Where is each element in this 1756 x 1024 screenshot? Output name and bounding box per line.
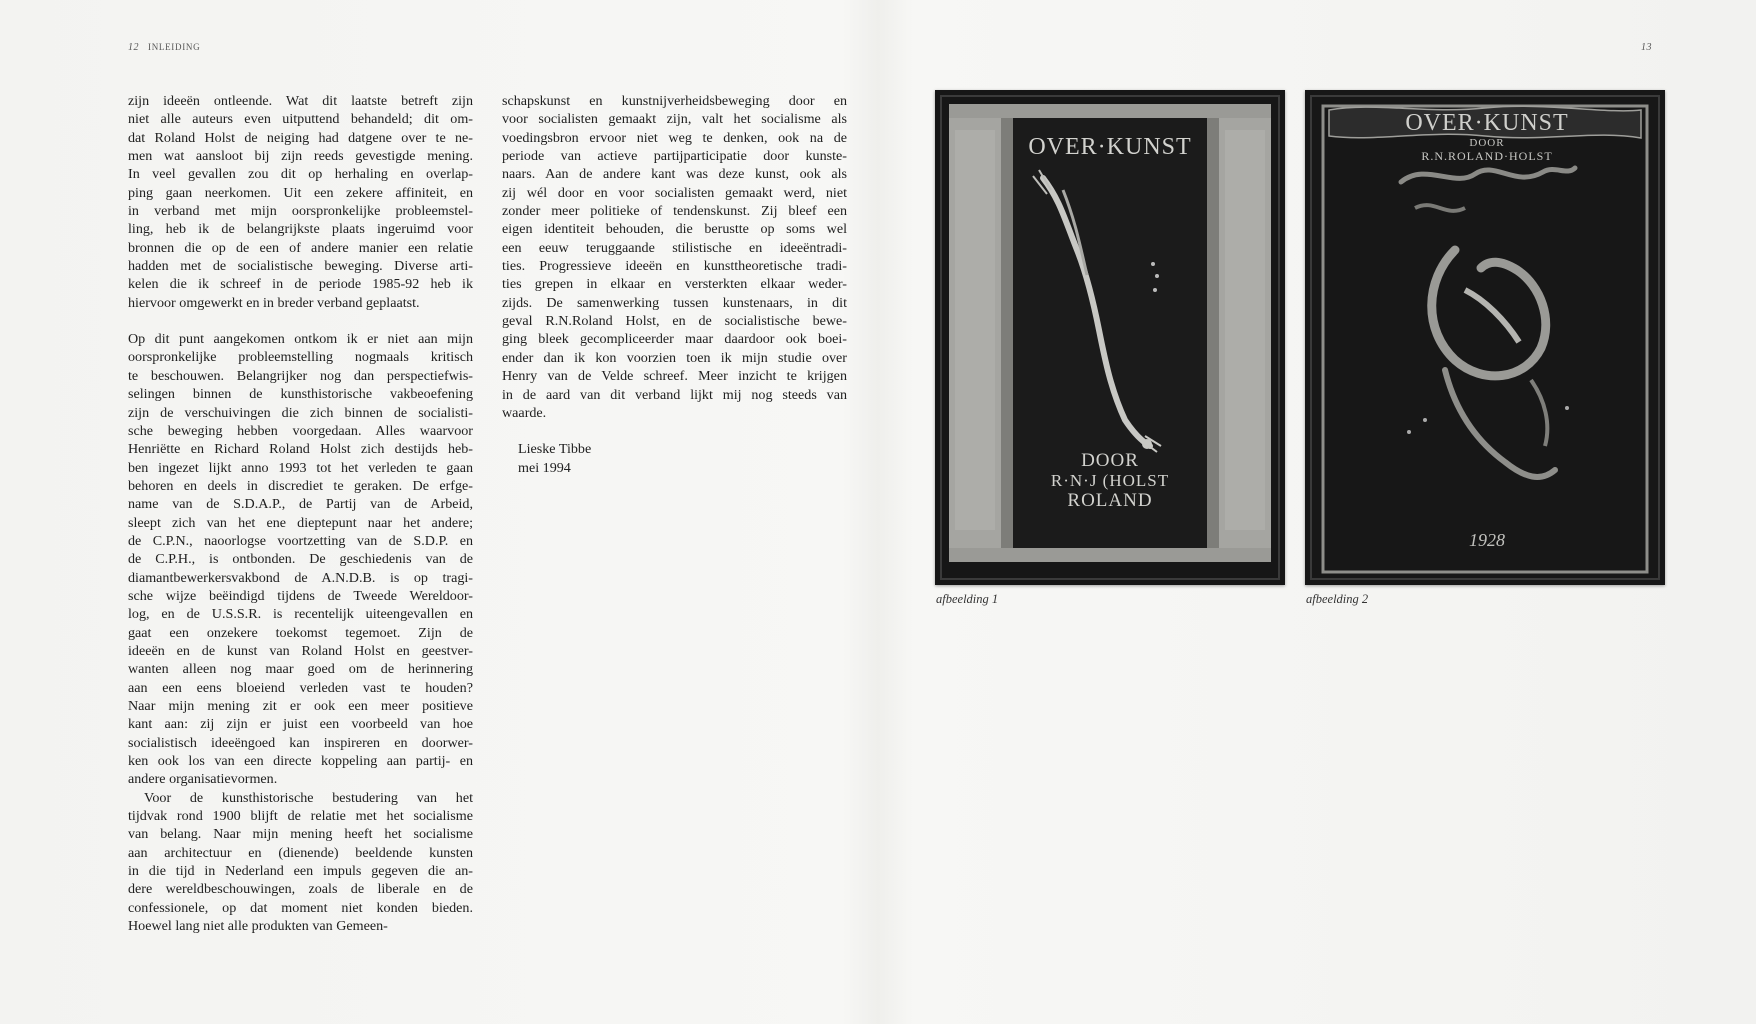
paragraph [128,330,473,789]
text-line: hadden met de socialistische beweging. Diverse arti- [128,258,473,275]
text-line: Henriëtte en Richard Roland Holst zich destijds heb- [128,441,473,458]
text-line: andere organisatievormen. [128,771,278,788]
cover-2-title: OVER·KUNST [1405,110,1569,136]
text-line: zijn de verschuivingen die zich binnen de socialisti- [128,404,473,421]
text-line: aan architectuur en (dienende) beeldende kunsten [128,844,473,861]
book-cover-image-1 [935,90,1285,585]
paragraph [128,92,473,312]
cover-1-author-line-1: DOOR [1081,450,1139,471]
text-line: gaat een onzekere toekomst tegemoet. Zijn de [128,624,473,641]
text-column-left [128,92,473,935]
text-line: naars. Aan de andere kant was deze kunst, ook als [502,166,847,183]
text-line: Op dit punt aangekomen ontkom ik er niet aan mijn [128,331,473,348]
text-line: oorspronkelijke probleemstelling nogmaals kritisch [128,349,473,366]
text-line: voedingsbron ervoor niet weg te denken, ook na de [502,129,847,146]
text-line: geval R.N.Roland Holst, en de socialistische bewe- [502,313,847,330]
text-line: behoren en deels in discrediet te geraken. De erfge- [128,477,473,494]
text-line: aan een eens bloeiend verleden vast te houden? [128,679,473,696]
left-page-number: 12 [128,42,139,53]
text-line: Henry van de Velde schreef. Meer inzicht te krijgen [502,368,847,385]
text-line: dat Roland Holst de neiging had datgene over te ne- [128,129,473,146]
text-line: In veel gevallen zou dit op herhaling en overlap- [128,166,473,183]
right-page-number: 13 [1641,42,1652,53]
figure-caption-2: afbeelding 2 [1306,592,1369,606]
left-running-head [128,42,200,53]
text-line: Voor de kunsthistorische bestudering van het [144,789,473,806]
text-line: een eeuw teruggaande stilistische en ideeëntradi- [502,239,847,256]
book-cover-image-2 [1305,90,1665,585]
text-line: Naar mijn mening zit er ook een meer positieve [128,698,473,714]
text-line: eigen identiteit behouden, die berustte op soms wel [502,221,847,238]
text-line: zij wél door en voor socialisten gemaakt werd, niet [502,184,847,201]
text-line: schapskunst en kunstnijverheidsbeweging door en [502,93,847,109]
text-line: kant aan: zij zijn er juist een voorbeeld van hoe [128,716,473,733]
text-line: dere wereldbeschouwingen, zoals de liberale en de [128,881,473,898]
paragraph [128,789,473,936]
text-line: kelen die ik schreef in de periode 1985-92 heb ik [128,276,473,293]
text-line: ping gaan neerkomen. Uit een zekere affiniteit, en [128,184,473,201]
text-line: tijdvak rond 1900 blijft de relatie met het socialisme [128,808,473,825]
text-line: ideeën en de kunst van Roland Holst en geestver- [128,642,473,659]
cover-2-author-line-1: DOOR [1469,137,1505,149]
text-line: name van de S.D.A.P., de Partij van de Arbeid, [128,496,473,513]
cover-1-author-line-2: R·N·J (HOLST [1050,471,1170,490]
text-line: sleept zich van het ene dieptepunt naar het andere; [128,514,473,531]
text-line: ties grepen in elkaar en versterkten elkaar weder- [502,276,847,293]
text-line: diamantbewerkersvakbond de A.N.D.B. is op tragi- [128,569,473,586]
cover-2-author-line-2: R.N.ROLAND·HOLST [1421,149,1553,163]
cover-2-monogram: 1928 [1469,530,1505,550]
paragraph-gap [128,312,473,330]
text-line: men wat aansloot bij zijn reeds gevestigde mening. [128,148,473,165]
figure-caption-1: afbeelding 1 [936,592,999,606]
text-line: hiervoor omgewerkt en in breder verband geplaatst. [128,294,420,311]
paragraph [502,92,847,422]
text-line: sche wijze beëindigd tijdens de Tweede Wereldoor- [128,587,473,604]
text-line: zijds. De samenwerking tussen kunstenaars, in dit [502,294,847,311]
cover-illustration-2 [1305,90,1665,585]
text-line: ken ook los van een directe koppeling aan partij- en [128,753,473,770]
text-line: niet alle auteurs even uitputtend behandeld; dit om- [128,111,473,128]
text-line: van belang. Naar mijn mening heeft het socialisme [128,826,473,843]
cover-1-title: OVER·KUNST [1028,134,1192,160]
text-line: in de aard van dit verband lijkt mij nog steeds van [502,386,847,403]
text-line: Hoewel lang niet alle produkten van Gemeen- [128,918,388,935]
text-line: zijn ideeën ontleende. Wat dit laatste betreft zijn [128,93,473,109]
text-line: de C.P.H., is ontbonden. De geschiedenis van de [128,551,473,568]
text-line: sche beweging hebben voorgedaan. Alles waarvoor [128,422,473,439]
signature-date: mei 1994 [518,459,571,476]
text-line: ben ingezet lijkt anno 1993 tot het verleden te gaan [128,459,473,476]
text-column-middle [502,92,847,477]
text-line: ling, heb ik de belangrijkste plaats ingeruimd voor [128,221,473,238]
text-line: ender dan ik kon voorzien toen ik mijn studie over [502,349,847,366]
text-line: bronnen die op de een of andere manier een relatie [128,239,473,256]
text-line: in verband met mijn oorspronkelijke probleemstel- [128,203,473,220]
signature-block [502,440,847,477]
text-line: ties. Progressieve ideeën en kunsttheoretische tradi- [502,258,847,275]
text-line: in die tijd in Nederland een impuls gegeven die an- [128,863,473,880]
cover-illustration-1 [935,90,1285,585]
text-line: log, en de U.S.S.R. is recentelijk uiteengevallen en [128,606,473,623]
text-line: ging bleek gecompliceerder maar daardoor ook boei- [502,331,847,348]
cover-1-author-line-3: ROLAND [1067,490,1153,511]
text-line: te beschouwen. Belangrijker nog dan perspectiefwis- [128,367,473,384]
text-line: wanten alleen nog maar goed om de herinnering [128,661,473,678]
signature-name: Lieske Tibbe [518,441,592,458]
text-line: voor socialisten gemaakt zijn, valt het socialisme als [502,111,847,128]
text-line: confessionele, op dat moment niet konden bieden. [128,899,473,916]
text-line: waarde. [502,404,547,421]
section-title: INLEIDING [148,42,201,52]
text-line: selingen binnen de kunsthistorische vakbeoefening [128,386,473,403]
text-line: de C.P.N., naoorlogse voortzetting van de S.D.P. en [128,532,473,549]
text-line: socialistisch ideeëngoed kan inspireren en doorwer- [128,734,473,751]
text-line: zonder meer politieke of tendenskunst. Zij bleef een [502,203,847,220]
text-line: periode van actieve partijparticipatie door kunste- [502,148,847,165]
